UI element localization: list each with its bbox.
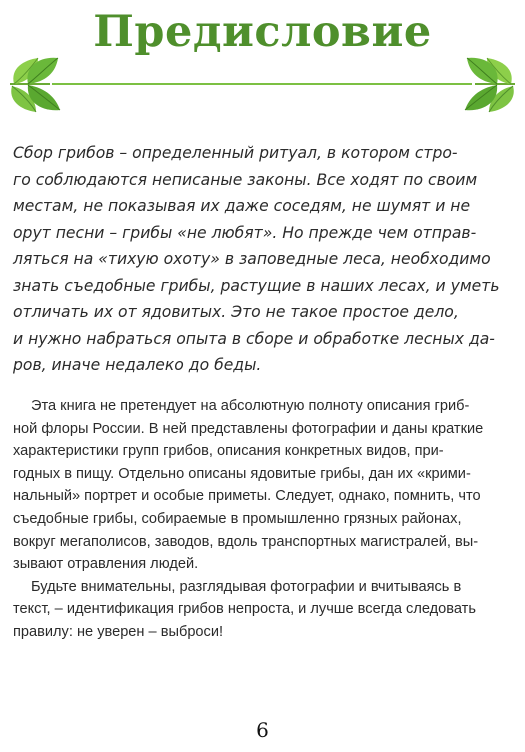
intro-line: отличать их от ядовитых. Это не такое простое дело, bbox=[13, 303, 459, 321]
body-line: Будьте внимательны, разглядывая фотографии и вчитываясь в bbox=[31, 578, 462, 595]
body-line: годных в пищу. Отдельно описаны ядовитые грибы, дан их «крими- bbox=[13, 465, 471, 482]
intro-line: ров, иначе недалеко до беды. bbox=[13, 356, 262, 374]
body-line: зывают отравления людей. bbox=[13, 556, 199, 573]
body-line: съедобные грибы, собираемые в промышленно грязных районах, bbox=[13, 510, 462, 527]
leaf-sprig-right-icon bbox=[465, 58, 515, 112]
page-number: 6 bbox=[256, 718, 269, 742]
body-line: правилу: не уверен – выброси! bbox=[13, 623, 224, 640]
body-line: вокруг мегаполисов, заводов, вдоль транспортных магистралей, вы- bbox=[13, 533, 479, 550]
intro-paragraph bbox=[13, 140, 513, 379]
intro-line: знать съедобные грибы, растущие в наших лесах, и уметь bbox=[13, 276, 500, 295]
body-line: текст, – идентификация грибов непроста, и лучше всегда следовать bbox=[13, 601, 476, 618]
page-title: Предисловие bbox=[93, 7, 432, 57]
intro-line: местам, не показывая их даже соседям, не шумят и не bbox=[13, 197, 471, 215]
intro-line: го соблюдаются неписаные законы. Все ходят по своим bbox=[13, 170, 478, 189]
body-line: нальный» портрет и особые приметы. Следует, однако, помнить, что bbox=[13, 488, 481, 505]
body-line: Эта книга не претендует на абсолютную полноту описания гриб- bbox=[31, 398, 470, 414]
body-text bbox=[13, 395, 513, 644]
intro-line: Сбор грибов – определенный ритуал, в котором стро- bbox=[13, 144, 458, 162]
intro-line: орут песни – грибы «не любят». Но прежде чем отправ- bbox=[13, 223, 477, 242]
leaf-divider bbox=[0, 50, 525, 120]
body-line: характеристики групп грибов, описания конкретных видов, при- bbox=[13, 443, 444, 460]
intro-line: ляться на «тихую охоту» в заповедные леса, необходимо bbox=[13, 250, 491, 268]
body-line: ной флоры России. В ней представлены фотографии и даны краткие bbox=[13, 420, 484, 437]
intro-line: и нужно набраться опыта в сборе и обработке лесных да- bbox=[13, 329, 495, 348]
